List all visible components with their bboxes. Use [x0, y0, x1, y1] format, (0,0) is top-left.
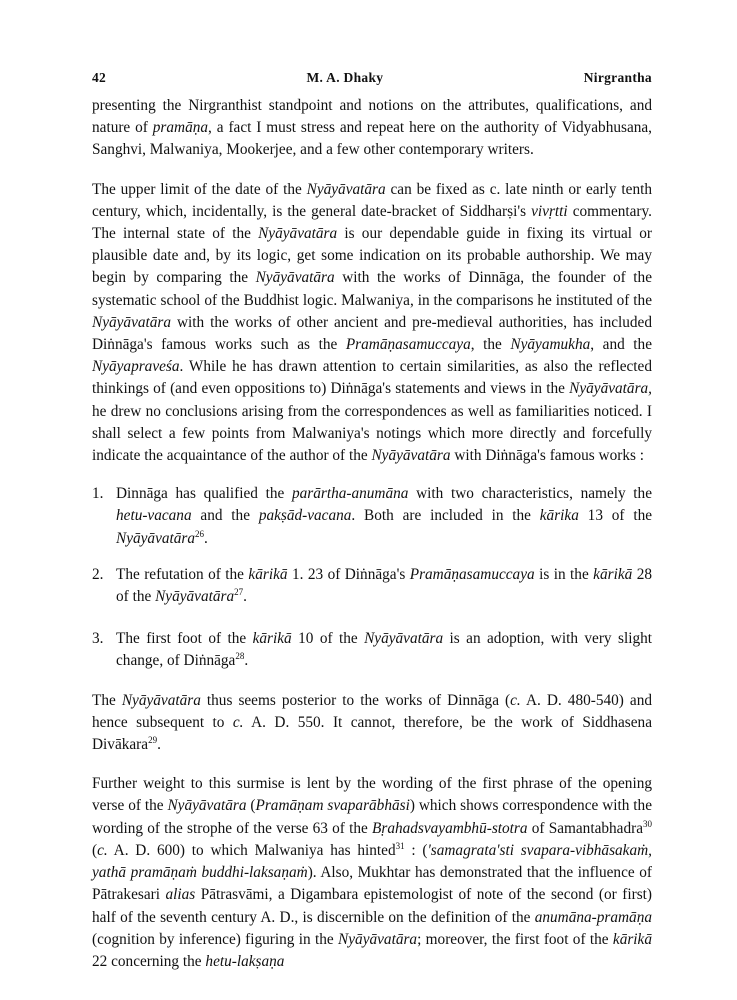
page — [92, 70, 652, 973]
running-head — [92, 70, 652, 86]
list-text: Dinnāga has qualified the parārtha-anumāna with two characteristics, namely the hetu-vacana and the pakṣād-vacana. Both are included in the kārika 13 of the Nyāyāvatāra$^{26}$. — [116, 485, 653, 547]
list-text: The first foot of the kārikā 10 of the Nyāyāvatāra is an adoption, with very slight change, of Diṅnāga$^{28}$. — [116, 630, 652, 670]
page-number: 42 — [92, 70, 107, 85]
paragraph-posterior: The Nyāyāvatāra thus seems posterior to the works of Dinnāga (c. A. D. 480-540) and hence subsequent to c. A. D. 550. It cannot, therefore, be the work of Siddhasena Divākara$^{29}$. — [92, 691, 652, 754]
paragraph-further-weight: Further weight to this surmise is lent by the wording of the first phrase of the opening verse of the Nyāyāvatāra (Pramāṇam svaparābhāsi) which shows correspondence with the wording of the strophe of the verse 63 of the Bṛahadsvayambhū-stotra of Samantabhadra$^{30}$ (c. A. D. 600) to which Malwaniya has hinted$^{31}$ : ('samagrata'sti svapara-vibhāsakaṁ, yathā pramāṇaṁ buddhi-laksaṇaṁ). Also, Mukhtar has demonstrated that the influence of Pātrakesari alias Pātrasvāmi, a Digambara epistemologist of note of the second (or first) half of the seventh century A. D., is discernible on the definition of the anumāna-pramāṇa (cognition by inference) figuring in the Nyāyāvatāra; moreover, the first foot of the kārikā 22 concerning the hetu-lakṣaṇa — [92, 775, 652, 970]
list-item — [92, 628, 652, 672]
paragraph-upper-limit: The upper limit of the date of the Nyāyāvatāra can be fixed as c. late ninth or early tenth century, which, incidentally, is the general date-bracket of Siddharṣi's vivṛtti commentary. The internal state of the Nyāyāvatāra is our dependable guide in fixing its virtual or plausible date and, by its logic, get some indication on its probable authorship. We may begin by comparing the Nyāyāvatāra with the works of Dinnāga, the founder of the systematic school of the Buddhist logic. Malwaniya, in the comparisons he instituted of the Nyāyāvatāra with the works of other ancient and pre-medieval authorities, has included Diṅnāga's famous works such as the Pramāṇasamuccaya, the Nyāyamukha, and the Nyāyapraveśa. While he has drawn attention to certain similarities, as also the reflected thinkings of (and even oppositions to) Diṅnāga's statements and views in the Nyāyāvatāra, he drew no conclusions arising from the correspondences as well as familiarities noticed. I shall select a few points from Malwaniya's notings which more directly and forcefully indicate the acquaintance of the author of the Nyāyāvatāra with Diṅnāga's famous works : — [92, 180, 653, 465]
list-number: 3. — [92, 630, 104, 648]
list-number: 1. — [92, 485, 104, 503]
author-name: M. A. Dhaky — [306, 70, 384, 85]
list-item — [92, 564, 652, 608]
list-item — [92, 483, 652, 550]
journal-name: Nirgrantha — [583, 70, 652, 85]
comparison-list — [92, 483, 652, 672]
list-number: 2. — [92, 565, 104, 583]
paragraph-continuation: presenting the Nirgranthist standpoint and notions on the attributes, qualifications, and nature of pramāṇa, a fact I must stress and repeat here on the authority of Vidyabhusana, Sanghvi, Malwaniya, Mookerjee, and a few other contemporary writers. — [92, 97, 652, 159]
list-text: The refutation of the kārikā 1. 23 of Diṅnāga's Pramāṇasamuccaya is in the kārikā 28 of the Nyāyāvatāra$^{27}$. — [116, 565, 652, 606]
